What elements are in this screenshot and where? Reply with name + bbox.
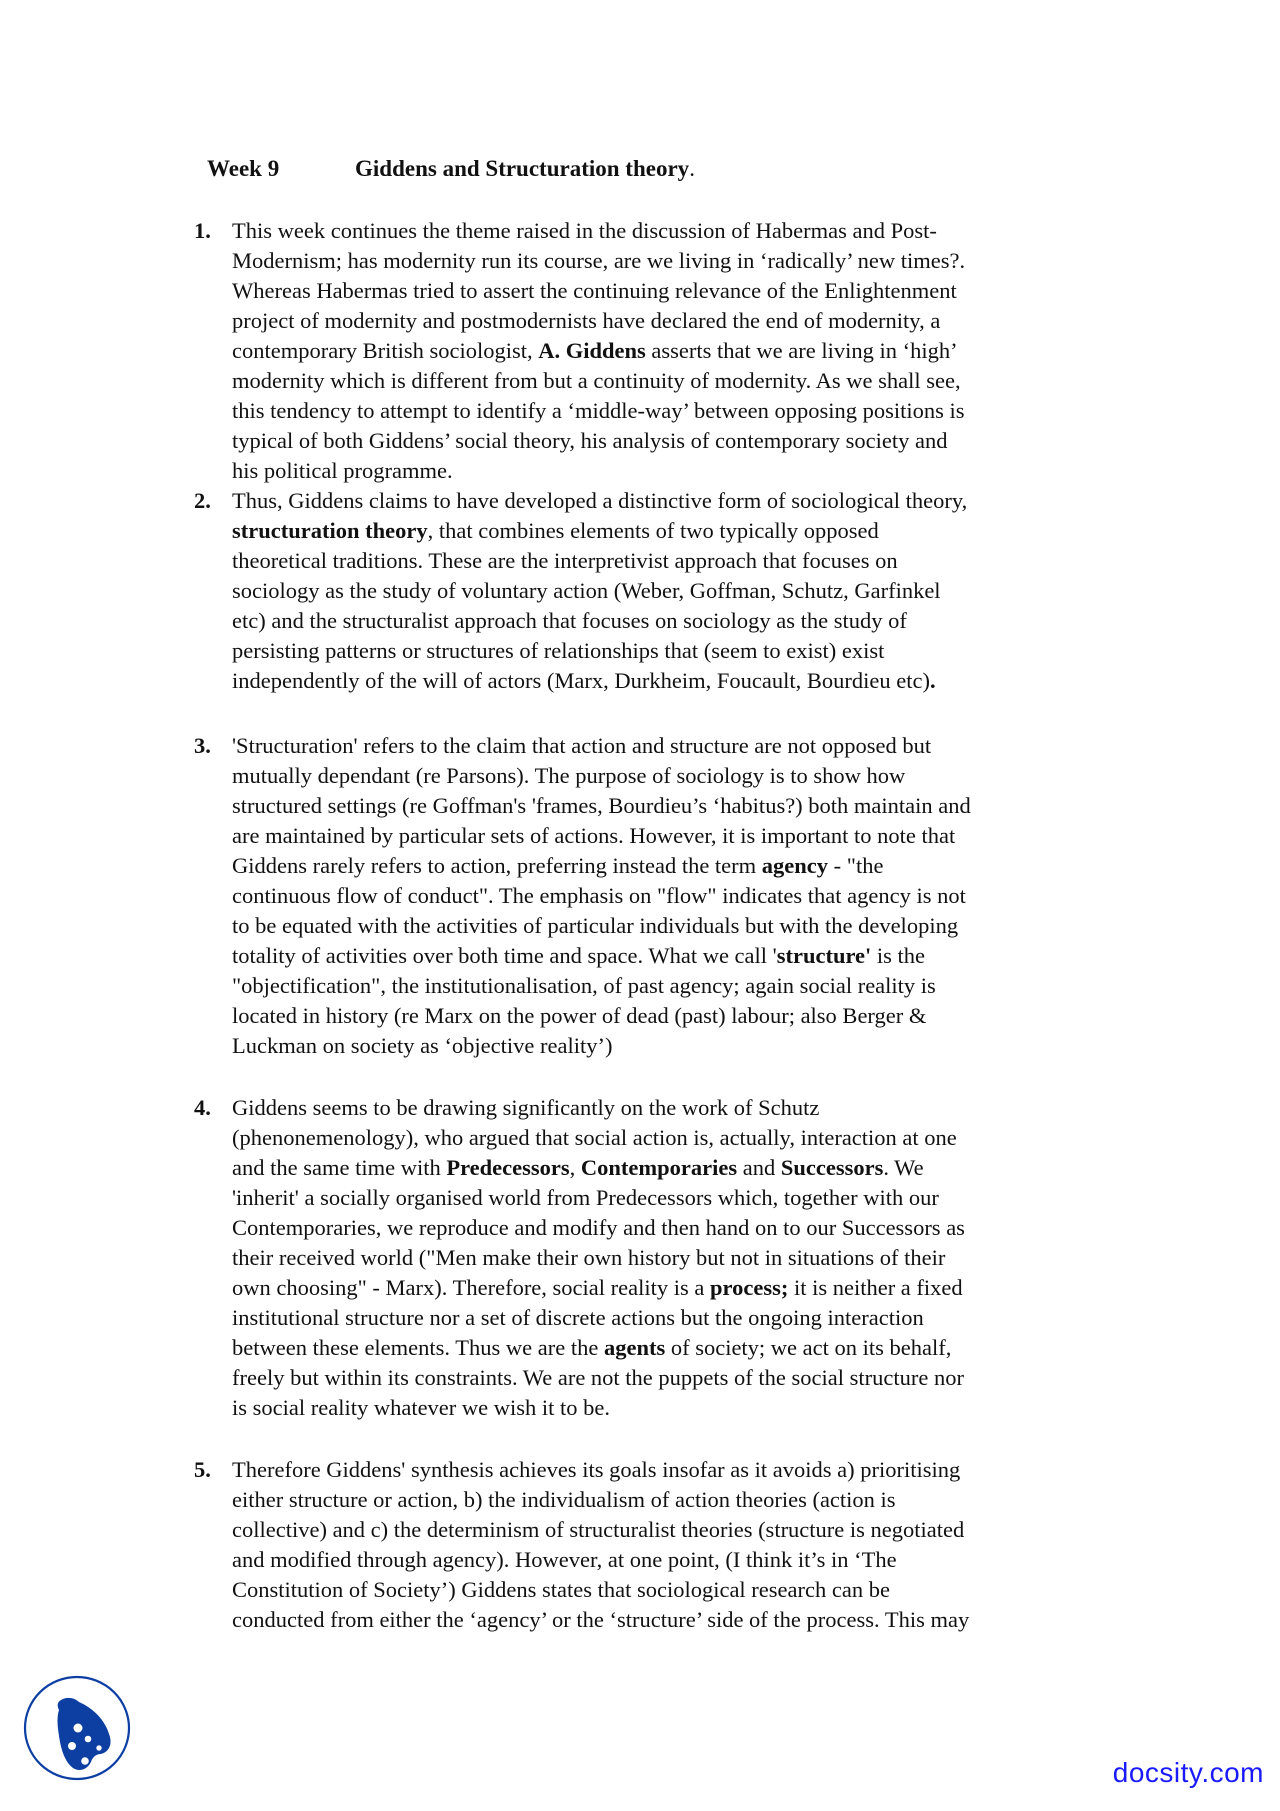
text-run: sociology as the study of voluntary action (Weber, Goffman, Schutz, Garfinkel <box>232 578 941 603</box>
text-line <box>232 666 1094 696</box>
text-run: Giddens rarely refers to action, preferring instead the term <box>232 853 762 878</box>
text-line <box>232 336 1094 366</box>
bold-term: agents <box>603 1335 666 1360</box>
text-line <box>232 761 1094 791</box>
text-run: between these elements. Thus we are the <box>232 1335 604 1360</box>
text-line <box>232 1363 1094 1393</box>
text-run: own choosing" - Marx). Therefore, social reality is a <box>232 1275 710 1300</box>
text-run: This week continues the theme raised in the discussion of Habermas and Post- <box>232 218 937 243</box>
text-line <box>232 1093 1094 1123</box>
text-line <box>232 1123 1094 1153</box>
text-run: , <box>569 1155 581 1180</box>
title-period: . <box>689 156 695 181</box>
text-line <box>232 1031 1094 1061</box>
list-number: 4. <box>194 1095 211 1120</box>
text-run: and modified through agency). However, at one point, (I think it’s in ‘The <box>232 1547 897 1572</box>
text-run: his political programme. <box>232 458 453 483</box>
text-run: this tendency to attempt to identify a ‘middle-way’ between opposing positions is <box>232 398 965 423</box>
text-run: contemporary British sociologist, <box>232 338 539 363</box>
list-item-3 <box>194 731 1094 1061</box>
text-run: conducted from either the ‘agency’ or the ‘structure’ side of the process. This may <box>232 1607 970 1632</box>
text-run: 'Structuration' refers to the claim that action and structure are not opposed but <box>232 733 932 758</box>
text-run: (phenonemenology), who argued that social action is, actually, interaction at one <box>232 1125 957 1150</box>
text-run: and the same time with <box>232 1155 447 1180</box>
text-run: 'inherit' a socially organised world from Predecessors which, together with our <box>232 1185 939 1210</box>
text-line <box>232 911 1094 941</box>
text-run: independently of the will of actors (Marx, Durkheim, Foucault, Bourdieu etc) <box>232 668 930 693</box>
page-title <box>207 156 695 182</box>
text-run: asserts that we are living in ‘high’ <box>645 338 958 363</box>
text-line <box>232 1485 1094 1515</box>
text-line <box>232 1333 1094 1363</box>
text-run: either structure or action, b) the individualism of action theories (action is <box>232 1487 896 1512</box>
text-line <box>232 366 1094 396</box>
text-line <box>232 1001 1094 1031</box>
text-line <box>232 731 1094 761</box>
text-line <box>232 516 1094 546</box>
text-line <box>232 1153 1094 1183</box>
text-run: Giddens seems to be drawing significantly on the work of Schutz <box>232 1095 820 1120</box>
text-run: etc) and the structuralist approach that focuses on sociology as the study of <box>232 608 907 633</box>
text-run: . We <box>883 1155 924 1180</box>
text-run: it is neither a fixed <box>788 1275 963 1300</box>
text-line <box>232 1455 1094 1485</box>
text-line <box>232 636 1094 666</box>
text-run: modernity which is different from but a continuity of modernity. As we shall see, <box>232 368 961 393</box>
paragraph-body <box>232 731 1094 1061</box>
paragraph-body <box>232 1455 1094 1635</box>
text-line <box>232 1393 1094 1423</box>
text-line <box>232 941 1094 971</box>
text-run: totality of activities over both time and space. What we call ' <box>232 943 777 968</box>
title-text: Giddens and Structuration theory <box>355 156 690 181</box>
paragraph-body <box>232 1093 1094 1423</box>
docsity-logo-icon <box>21 1672 133 1784</box>
text-run: "objectification", the institutionalisation, of past agency; again social reality is <box>232 973 936 998</box>
text-run: - "the <box>828 853 884 878</box>
text-line <box>232 791 1094 821</box>
text-run: and <box>737 1155 781 1180</box>
bold-term: A. Giddens <box>538 338 646 363</box>
text-line <box>232 971 1094 1001</box>
text-line <box>232 216 1094 246</box>
list-number: 2. <box>194 488 211 513</box>
text-line <box>232 486 1094 516</box>
list-number: 3. <box>194 733 211 758</box>
text-run: located in history (re Marx on the power of dead (past) labour; also Berger & <box>232 1003 927 1028</box>
text-line <box>232 606 1094 636</box>
text-run: is the <box>871 943 926 968</box>
text-run: is social reality whatever we wish it to be. <box>232 1395 611 1420</box>
list-item-5 <box>194 1455 1094 1635</box>
text-run: institutional structure nor a set of discrete actions but the ongoing interaction <box>232 1305 924 1330</box>
text-run: of society; we act on its behalf, <box>665 1335 952 1360</box>
text-line <box>232 1183 1094 1213</box>
text-run: to be equated with the activities of particular individuals but with the developing <box>232 913 959 938</box>
text-run: Whereas Habermas tried to assert the continuing relevance of the Enlightenment <box>232 278 957 303</box>
text-run: project of modernity and postmodernists have declared the end of modernity, a <box>232 308 941 333</box>
list-item-4 <box>194 1093 1094 1423</box>
text-line <box>232 1515 1094 1545</box>
text-line <box>232 456 1094 486</box>
bold-term: structure' <box>776 943 872 968</box>
text-line <box>232 881 1094 911</box>
text-run: , that combines elements of two typically opposed <box>427 518 879 543</box>
text-line <box>232 821 1094 851</box>
list-number: 1. <box>194 218 211 243</box>
text-run: persisting patterns or structures of relationships that (seem to exist) exist <box>232 638 885 663</box>
text-line <box>232 246 1094 276</box>
text-run: Constitution of Society’) Giddens states that sociological research can be <box>232 1577 890 1602</box>
text-line <box>232 1605 1094 1635</box>
text-line <box>232 276 1094 306</box>
bold-term: process; <box>710 1275 789 1300</box>
text-run: theoretical traditions. These are the interpretivist approach that focuses on <box>232 548 898 573</box>
text-line <box>232 851 1094 881</box>
bold-term: Successors <box>780 1155 884 1180</box>
text-run: Therefore Giddens' synthesis achieves its goals insofar as it avoids a) prioritising <box>232 1457 961 1482</box>
text-line <box>232 1273 1094 1303</box>
text-line <box>232 306 1094 336</box>
text-run: their received world ("Men make their own history but not in situations of their <box>232 1245 946 1270</box>
text-line <box>232 546 1094 576</box>
text-line <box>232 1213 1094 1243</box>
list-item-2 <box>194 486 1094 696</box>
bold-term: Contemporaries <box>580 1155 738 1180</box>
text-line <box>232 576 1094 606</box>
text-run: Thus, Giddens claims to have developed a distinctive form of sociological theory, <box>232 488 968 513</box>
text-run: Contemporaries, we reproduce and modify and then hand on to our Successors as <box>232 1215 965 1240</box>
text-line <box>232 426 1094 456</box>
text-run: collective) and c) the determinism of structuralist theories (structure is negotiated <box>232 1517 965 1542</box>
bold-term: Predecessors <box>446 1155 570 1180</box>
text-line <box>232 1545 1094 1575</box>
paragraph-body <box>232 486 1094 696</box>
text-run: mutually dependant (re Parsons). The purpose of sociology is to show how <box>232 763 906 788</box>
docsity-watermark-link[interactable]: docsity.com <box>1112 1757 1264 1788</box>
text-run: are maintained by particular sets of actions. However, it is important to note that <box>232 823 956 848</box>
text-run: Modernism; has modernity run its course, are we living in ‘radically’ new times?. <box>232 248 966 273</box>
list-item-1 <box>194 216 1094 486</box>
text-run: continuous flow of conduct". The emphasis on "flow" indicates that agency is not <box>232 883 966 908</box>
text-run: structured settings (re Goffman's 'frames, Bourdieu’s ‘habitus?) both maintain and <box>232 793 971 818</box>
text-line <box>232 1575 1094 1605</box>
list-number: 5. <box>194 1457 211 1482</box>
week-label: Week 9 <box>207 156 280 181</box>
bold-term: . <box>929 668 936 693</box>
bold-term: agency <box>761 853 829 878</box>
text-run: typical of both Giddens’ social theory, his analysis of contemporary society and <box>232 428 948 453</box>
text-run: Luckman on society as ‘objective reality’) <box>232 1033 613 1058</box>
paragraph-body <box>232 216 1094 486</box>
text-run: freely but within its constraints. We are not the puppets of the social structure nor <box>232 1365 964 1390</box>
text-line <box>232 1243 1094 1273</box>
text-line <box>232 1303 1094 1333</box>
bold-term: structuration theory <box>232 518 428 543</box>
text-line <box>232 396 1094 426</box>
